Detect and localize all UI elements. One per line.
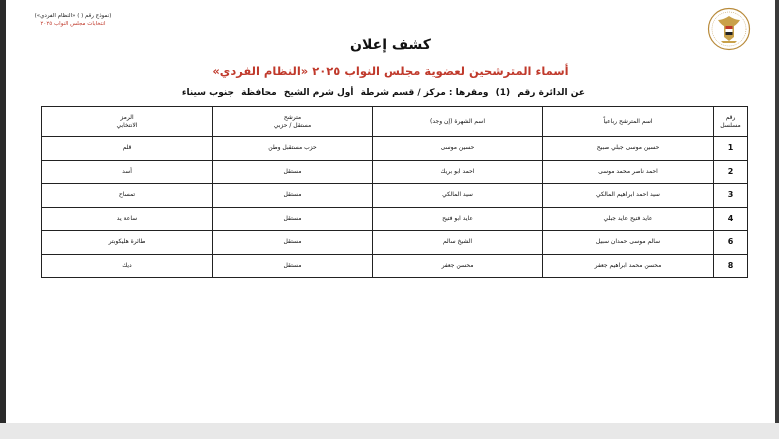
cell-fame: الشيخ سالم <box>373 231 543 255</box>
cell-symbol: تمساح <box>42 184 213 208</box>
table-row <box>42 160 748 184</box>
cell-party: حزب مستقبل وطن <box>213 137 373 161</box>
district-seat: أول شرم الشيخ <box>283 88 354 98</box>
cell-serial: 2 <box>714 160 748 184</box>
cell-name: سيد احمد ابراهيم المالكي <box>543 184 714 208</box>
cell-serial: 3 <box>714 184 748 208</box>
table-header-row <box>42 107 748 137</box>
cell-party: مستقل <box>213 231 373 255</box>
cell-name: سالم موسى حمدان سبيل <box>543 231 714 255</box>
cell-party: مستقل <box>213 207 373 231</box>
header-party: مترشح مستقل / حزبي <box>213 107 373 137</box>
governorate-name: جنوب سيناء <box>181 88 235 98</box>
cell-symbol: طائرة هليكوبتر <box>42 231 213 255</box>
governorate-label: محافظة <box>241 88 277 98</box>
cell-fame: حسين موسى <box>373 137 543 161</box>
cell-fame: سيد المالكي <box>373 184 543 208</box>
cell-name: محسن محمد ابراهيم جعفر <box>543 254 714 278</box>
table-row <box>42 207 748 231</box>
header-serial: رقم مسلسل <box>714 107 748 137</box>
cell-party: مستقل <box>213 160 373 184</box>
cell-serial: 4 <box>714 207 748 231</box>
table-row <box>42 254 748 278</box>
cell-party: مستقل <box>213 254 373 278</box>
header-name: اسم المترشح رباعياً <box>543 107 714 137</box>
candidates-table <box>41 106 748 278</box>
district-label: عن الدائرة رقم <box>517 88 585 98</box>
cell-symbol: ديك <box>42 254 213 278</box>
cell-serial: 8 <box>714 254 748 278</box>
district-number: (1) <box>495 88 511 98</box>
cell-serial: 1 <box>714 137 748 161</box>
scan-frame-bottom <box>0 423 779 439</box>
cell-symbol: أسد <box>42 160 213 184</box>
district-info <box>178 88 585 98</box>
cell-name: احمد ناصر محمد موسى <box>543 160 714 184</box>
cell-symbol: ساعة يد <box>42 207 213 231</box>
header-fame: اسم الشهرة (إن وجد) <box>373 107 543 137</box>
cell-fame: عايد ابو فتيح <box>373 207 543 231</box>
table-row <box>42 137 748 161</box>
form-number-tag <box>28 12 118 28</box>
cell-fame: احمد ابو بريك <box>373 160 543 184</box>
page-subtitle: أسماء المترشحين لعضوية مجلس النواب ٢٠٢٥ «النظام الفردي» <box>212 64 569 78</box>
page-title: كشف إعلان <box>350 37 431 53</box>
table-row <box>42 184 748 208</box>
cell-name: عايد فتيح عايد جبلي <box>543 207 714 231</box>
cell-name: حسين موسى جبلي صبيح <box>543 137 714 161</box>
table-row <box>42 231 748 255</box>
cell-fame: محسن جعفر <box>373 254 543 278</box>
scan-frame-right <box>775 0 779 439</box>
cell-serial: 6 <box>714 231 748 255</box>
form-tag-line1: (نموذج رقم ( ) «النظام الفردي») <box>34 13 112 19</box>
form-tag-line2: انتخابات مجلس النواب ٢٠٢٥ <box>40 21 106 27</box>
document-page <box>6 0 775 423</box>
cell-party: مستقل <box>213 184 373 208</box>
header-symbol: الرمز الانتخابي <box>42 107 213 137</box>
cell-symbol: قلم <box>42 137 213 161</box>
district-seat-label: ومقرها : مركز / قسم شرطة <box>360 88 489 98</box>
